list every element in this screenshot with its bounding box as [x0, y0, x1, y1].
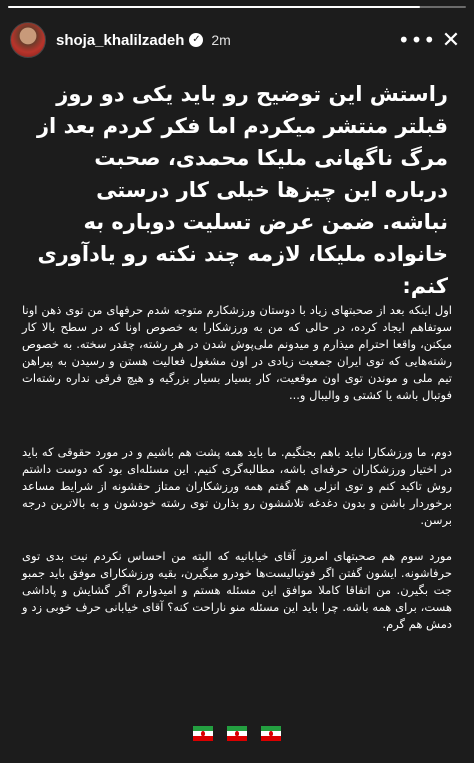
flag-emblem-icon: [235, 731, 239, 736]
more-options-icon[interactable]: •••: [397, 28, 437, 52]
verified-badge-icon: ✓: [189, 33, 203, 47]
story-paragraph-2: دوم، ما ورزشکارا نباید باهم بجنگیم. ما باید همه پشت هم باشیم و در مورد حقوقی که باید در اختیار ورزشکاران حرفه‌ای باشه، مطالبه‌گری کنیم. این مسئله‌ای بود که دوست داشتم روش تاکید کنم و توی انزلی هم گفتم همه ورزشکاران ممتاز حقشونه از شرایط مساعد برخوردار باشن و بدون دغدغه تلاششون رو بذارن توی رشته خودشون و به بالاترین درجه برسن.: [22, 445, 452, 527]
flag-emblem-icon: [269, 731, 273, 736]
close-icon[interactable]: ✕: [441, 27, 461, 53]
post-time: 2m: [211, 32, 231, 48]
flag-emblem-icon: [201, 731, 205, 736]
iran-flag-icon: [193, 726, 213, 741]
story-paragraph-3: مورد سوم هم صحبتهای امروز آقای خیابانیه که البته من احساس نکردم نیت بدی توی حرفاشونه. ایشون گفتن اگر فوتبالیست‌ها خودرو میگیرن، بقیه ورزشکارای موفق باید جمبو جت بگیرن. من اتفاقا کاملا موافق این مسئله هستم و امیدوارم اگر گشایش و پاداشی هست، برای همه باشه. چرا باید این مسئله منو ناراحت کنه؟ آقای خیابانی حرف خوبی زد و دمش هم گرم.: [22, 549, 452, 631]
story-paragraph-1: اول اینکه بعد از صحبتهای زیاد با دوستان ورزشکارم متوجه شدم حرفهای من توی ذهن اونا سوتفاهم ایجاد کرده، در حالی که من به ورزشکارا به خصوص اونا که در سطح بالا کار میکنن، واقعا احترام میذارم و میدونم ملی‌پوش شدن در هر رشته، چقدر سخته. به خصوص رشته‌هایی که توی ایران جمعیت زیادی در اون مشغول فعالیت هستن و رسیدن به پیراهن تیم ملی و موندن توی اون موقعیت، کار بسیار بسیار بزرگیه و هیچ فرقی نداره رشته‌ات فوتبال باشه یا کشتی و والیبال و...: [22, 303, 452, 402]
username[interactable]: shoja_khalilzadeh: [56, 31, 185, 49]
story-headline: راستش این توضیح رو باید یکی دو روز قبلتر منتشر میکردم اما فکر کردم بعد از مرگ ناگهانی ملیکا محمدی، صحبت درباره این چیزها خیلی کار درستی نباشه. ضمن عرض تسلیت دوباره به خانواده ملیکا، لازمه چند نکته رو یادآوری کنم:: [36, 82, 448, 298]
flag-row: [0, 726, 474, 741]
iran-flag-icon: [227, 726, 247, 741]
iran-flag-icon: [261, 726, 281, 741]
